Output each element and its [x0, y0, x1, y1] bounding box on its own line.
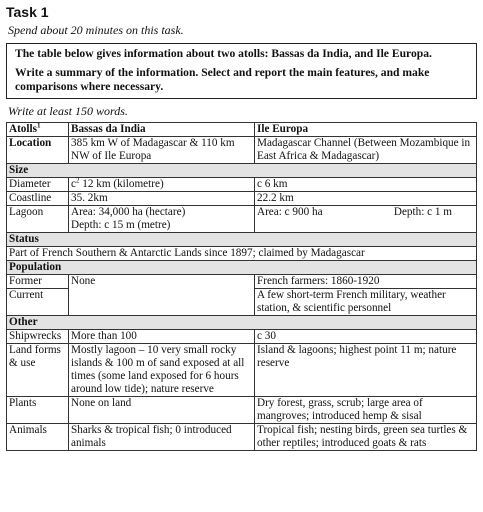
section-title-other: Other [7, 316, 477, 330]
task-title: Task 1 [6, 4, 49, 20]
landforms-europa: Island & lagoons; highest point 11 m; nature reserve [255, 344, 477, 397]
table-row [7, 137, 477, 164]
population-bassas: None [69, 275, 255, 316]
shipwrecks-bassas: More than 100 [69, 330, 255, 344]
row-label-diameter: Diameter [7, 178, 69, 192]
prompt-line-2: Write a summary of the information. Select and report the main features, and make comparisons where necessary. [15, 66, 430, 93]
location-bassas: 385 km W of Madagascar & 110 km NW of Ile Europa [69, 137, 255, 164]
table-row [7, 397, 477, 424]
row-label-landforms: Land forms & use [7, 344, 69, 397]
row-label-coastline: Coastline [7, 192, 69, 206]
header-europa: Ile Europa [255, 123, 477, 137]
former-europa: French farmers: 1860-1920 [255, 275, 477, 289]
atolls-table [6, 122, 477, 451]
current-europa: A few short-term French military, weather station, & scientific personnel [255, 289, 477, 316]
lagoon-bassas: Area: 34,000 ha (hectare) Depth: c 15 m (metre) [69, 206, 255, 233]
table-row [7, 424, 477, 451]
table-header-row [7, 123, 477, 137]
table-row [7, 178, 477, 192]
row-label-lagoon: Lagoon [7, 206, 69, 233]
section-title-population: Population [7, 261, 477, 275]
time-instruction: Spend about 20 minutes on this task. [8, 23, 184, 37]
section-row-other [7, 316, 477, 330]
coastline-europa: 22.2 km [255, 192, 477, 206]
animals-europa: Tropical fish; nesting birds, green sea turtles & other reptiles; introduced goats & rats [255, 424, 477, 451]
row-label-former: Former [7, 275, 69, 289]
row-label-plants: Plants [7, 397, 69, 424]
status-text: Part of French Southern & Antarctic Lands since 1897; claimed by Madagascar [7, 247, 477, 261]
animals-bassas: Sharks & tropical fish; 0 introduced animals [69, 424, 255, 451]
shipwrecks-europa: c 30 [255, 330, 477, 344]
diameter-bassas: $c^2$ 12 km (kilometre) [69, 178, 255, 192]
footnote-marker: 1 [36, 121, 41, 130]
table-row [7, 330, 477, 344]
plants-bassas: None on land [69, 397, 255, 424]
table-row [7, 206, 477, 233]
location-europa: Madagascar Channel (Between Mozambique in East Africa & Madagascar) [255, 137, 477, 164]
row-label-animals: Animals [7, 424, 69, 451]
plants-europa: Dry forest, grass, scrub; large area of mangroves; introduced hemp & sisal [255, 397, 477, 424]
row-label-current: Current [7, 289, 69, 316]
lagoon-europa: Area: c 900 ha Depth: c 1 m [255, 206, 477, 233]
prompt-line-1: The table below gives information about two atolls: Bassas da India, and Ile Europa. [15, 47, 432, 60]
table-row [7, 344, 477, 397]
header-atolls: Atolls$^1$ [7, 123, 69, 137]
section-title-status: Status [7, 233, 477, 247]
table-row [7, 192, 477, 206]
diameter-europa: c 6 km [255, 178, 477, 192]
table-row [7, 247, 477, 261]
section-row-population [7, 261, 477, 275]
section-title-size: Size [7, 164, 477, 178]
header-bassas: Bassas da India [69, 123, 255, 137]
coastline-bassas: 35. 2km [69, 192, 255, 206]
word-count-instruction: Write at least 150 words. [8, 104, 128, 118]
section-row-status [7, 233, 477, 247]
row-label-shipwrecks: Shipwrecks [7, 330, 69, 344]
landforms-bassas: Mostly lagoon – 10 very small rocky islands & 100 m of sand exposed at all times (some land exposed for 6 hours around low tide); nature reserve [69, 344, 255, 397]
row-label-location: Location [7, 137, 69, 164]
task-prompt-box [6, 43, 477, 99]
table-row [7, 275, 477, 289]
